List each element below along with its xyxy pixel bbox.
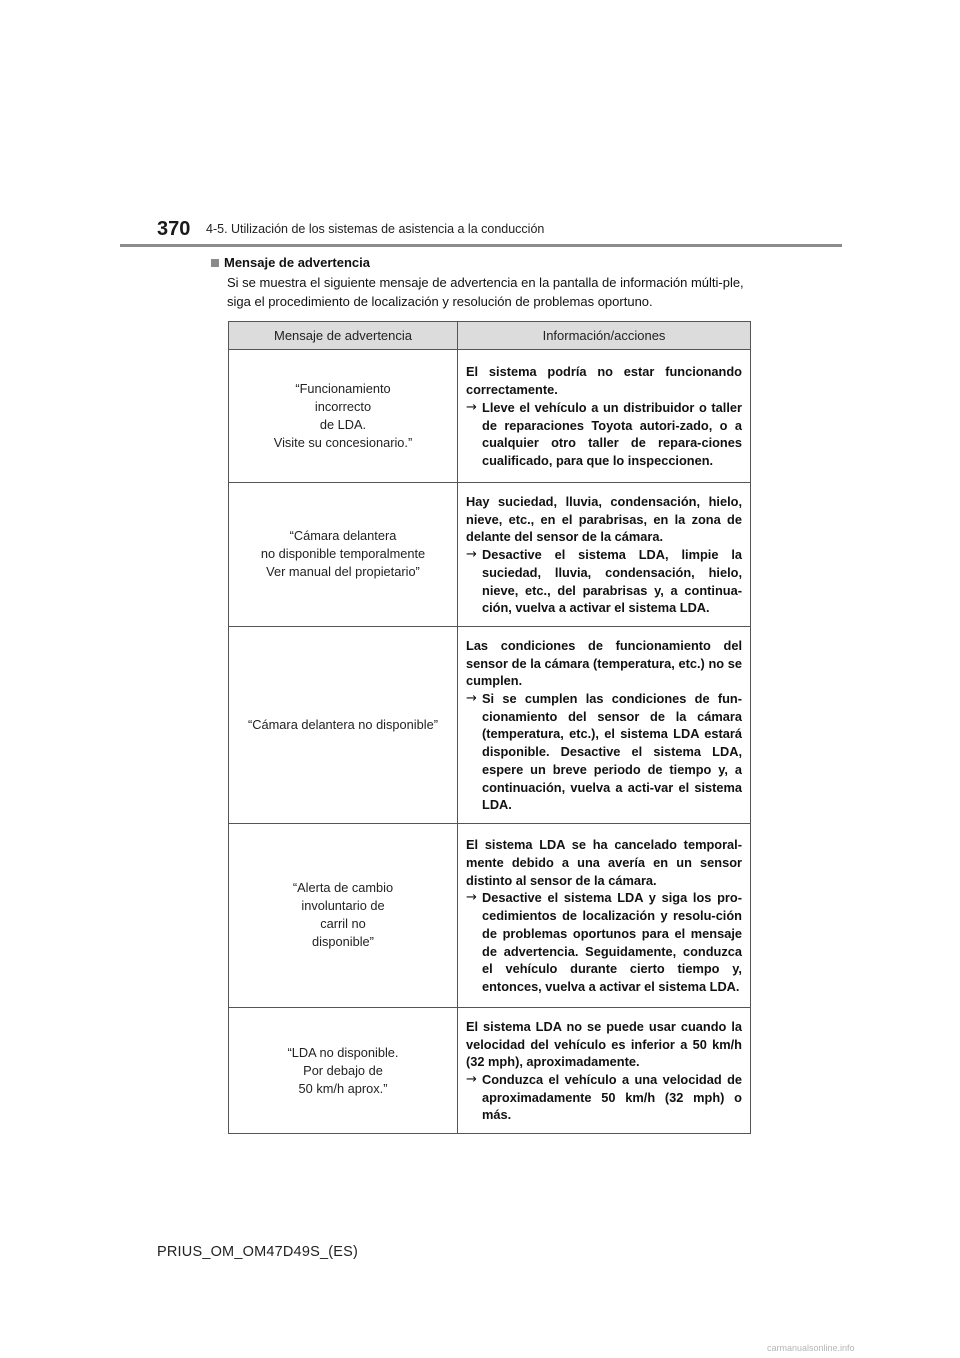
warning-message-line: incorrecto [314,399,372,414]
condition-text: Las condiciones de funcionamiento del sensor de la cámara (temperatura, etc.) no se cumplen. [466,637,742,689]
arrow-right-icon: → [466,547,477,563]
warning-message-line: disponible” [312,934,374,950]
warning-message-line: carril no [320,916,366,932]
table-row [229,626,751,823]
arrow-right-icon: → [466,1072,477,1088]
warning-message-line: Por debajo de [303,1062,383,1078]
action-item [466,889,742,995]
warning-message-line: “Alerta de cambio [292,880,394,896]
info-action-cell [458,483,751,627]
action-text: Lleve el vehículo a un distribuidor o taller de reparaciones Toyota autori-zado, o a cualquier otro taller de repara-ciones cualificado, para que lo inspeccionen. [482,399,742,468]
condition-text: El sistema LDA se ha cancelado temporal-mente debido a una avería en un sensor distinto al sensor de la cámara. [466,837,742,888]
warning-message-cell [229,823,458,1007]
table-row [229,350,751,483]
warning-message-cell [229,1007,458,1133]
action-text: Conduzca el vehículo a una velocidad de aproximadamente 50 km/h (32 mph) o más. [482,1072,742,1123]
table-row [229,823,751,1007]
action-item [466,690,742,814]
action-item [466,399,742,470]
chapter-title: 4-5. Utilización de los sistemas de asistencia a la conducción [206,222,545,236]
condition-text: El sistema podría no estar funcionando correctamente. [466,364,742,398]
square-bullet-icon [211,259,219,267]
arrow-right-icon: → [466,399,477,415]
table-body [229,350,751,1134]
info-action-cell [458,1007,751,1133]
info-action-cell [458,350,751,483]
page-number: 370 [157,218,191,240]
warning-message-line: Ver manual del propietario” [266,564,420,580]
column-header-message: Mensaje de advertencia [229,322,458,350]
document-id: PRIUS_OM_OM47D49S_(ES) [157,1244,359,1260]
action-item [466,1071,742,1124]
section-heading-text: Mensaje de advertencia [224,255,370,270]
warning-message-line: involuntario de [301,898,385,914]
warning-message-cell [229,483,458,627]
warning-message-cell [229,350,458,483]
action-text: Si se cumplen las condiciones de fun-cionamiento del sensor de la cámara (temperatura, etc.), el sistema LDA estará disponible. Desactive el sistema LDA, espere un breve periodo de tiempo y, a continuación, vuelva a acti-var el sistema LDA. [482,691,742,813]
info-action-cell [458,823,751,1007]
action-text: Desactive el sistema LDA, limpie la suciedad, lluvia, condensación, hielo, nieve, etc., del parabrisas y, a continua-ción, vuelva a activar el sistema LDA. [482,547,742,616]
warning-message-line: “LDA no disponible. [287,1044,399,1060]
warning-message-line: “Cámara delantera no disponible” [248,716,438,732]
column-header-info: Información/acciones [458,322,751,350]
warning-message-line: 50 km/h aprox.” [298,1080,388,1096]
section-heading [211,255,370,270]
info-action-cell [458,626,751,823]
warning-message-line: no disponible temporalmente [260,546,426,562]
warning-message-cell [229,626,458,823]
header-rule [120,244,842,247]
action-item [466,546,742,617]
table-row [229,483,751,627]
arrow-right-icon: → [466,691,477,707]
warning-message-line: “Cámara delantera [289,528,397,544]
condition-text: El sistema LDA no se puede usar cuando la velocidad del vehículo es inferior a 50 km/h (32 mph), aproximadamente. [466,1018,742,1070]
table-row [229,1007,751,1133]
watermark: carmanualsonline.info [767,1343,855,1353]
warning-message-line: “Funcionamiento [295,381,391,396]
arrow-right-icon: → [466,890,477,906]
warning-message-line: de LDA. [319,417,367,432]
action-text: Desactive el sistema LDA y siga los pro-cedimientos de localización y resolu-ción de problemas oportunos para el mensaje de advertencia. Seguidamente, conduzca el vehículo durante cierto tiempo y, entonces, vuelva a activar el sistema LDA. [482,890,742,994]
table-header-row [229,322,751,350]
section-intro: Si se muestra el siguiente mensaje de advertencia en la pantalla de información múlti-ple, siga el procedimiento de localización y resolución de problemas oportuno. [227,275,744,309]
warning-message-line: Visite su concesionario.” [273,435,413,450]
condition-text: Hay suciedad, lluvia, condensación, hielo, nieve, etc., en el parabrisas, en la zona de delante del sensor de la cámara. [466,494,742,545]
warning-message-table [228,321,751,1134]
